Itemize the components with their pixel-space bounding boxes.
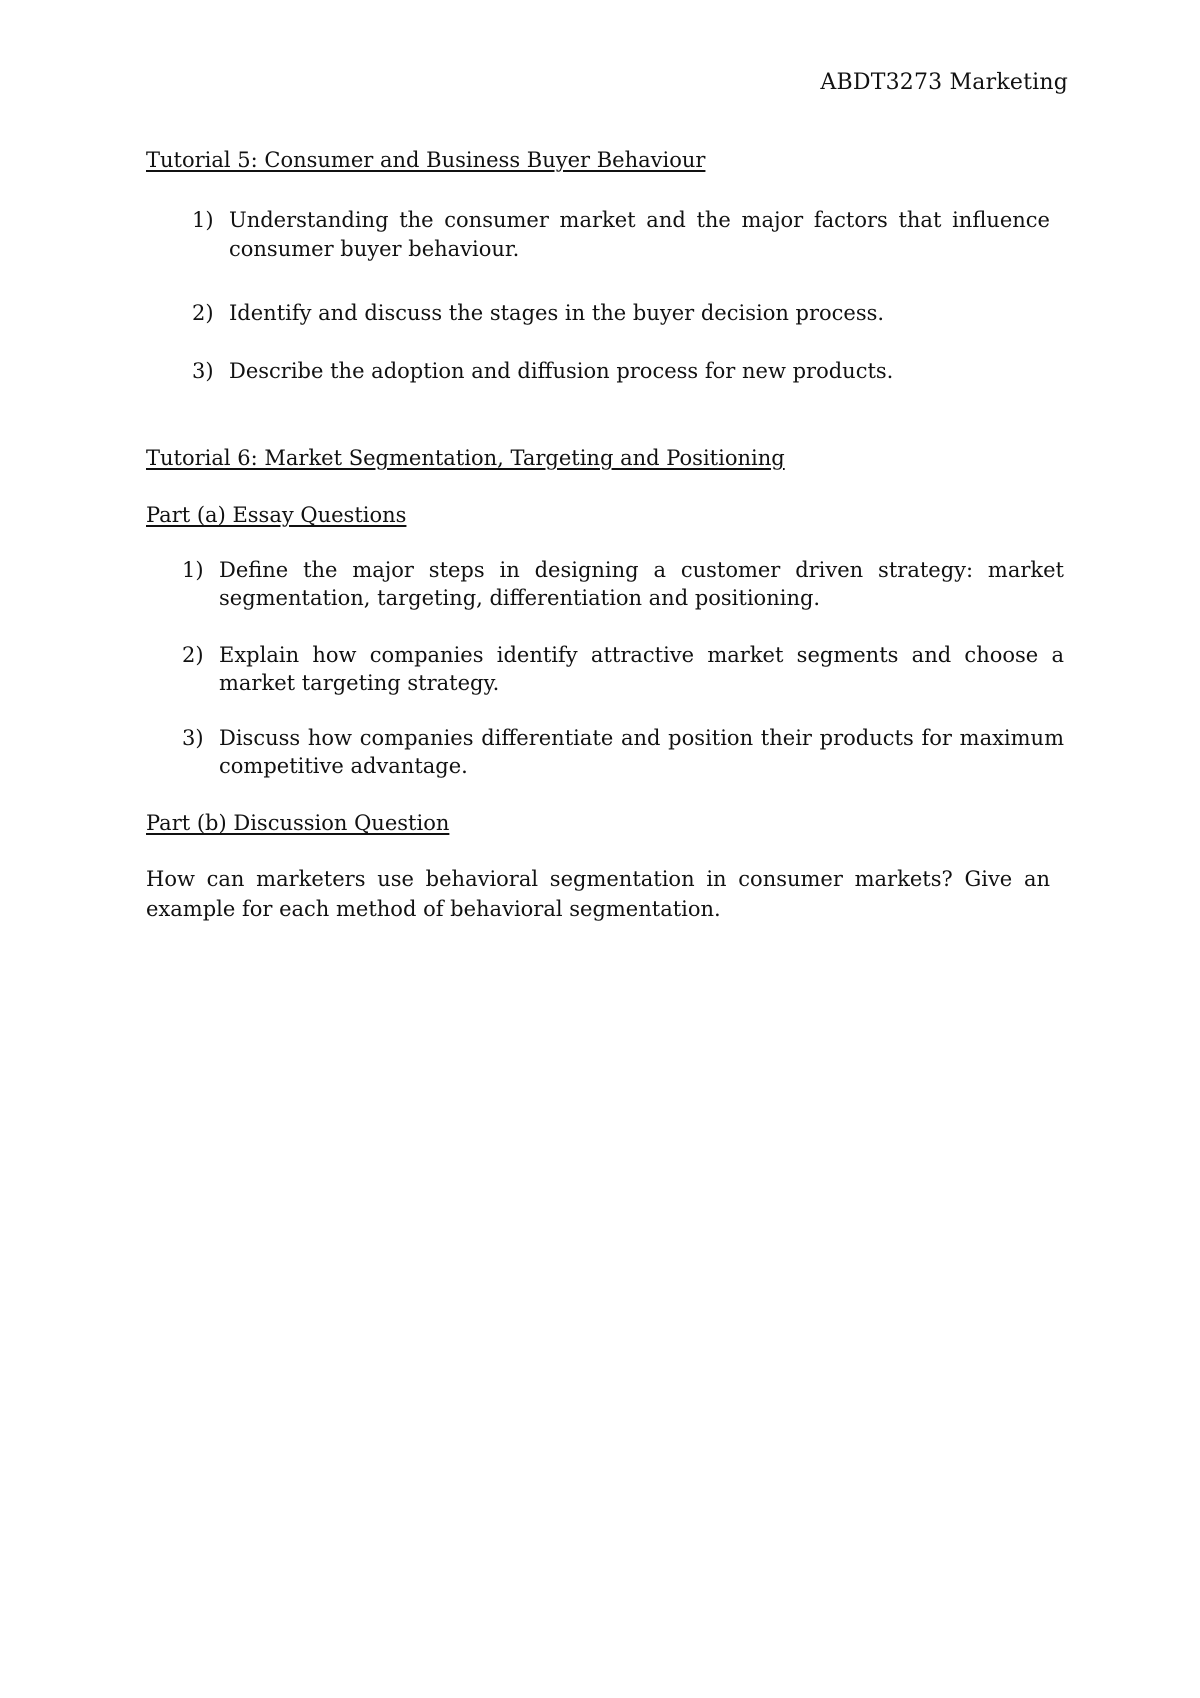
question-number: 1)	[192, 208, 214, 232]
tutorial5-title: Tutorial 5: Consumer and Business Buyer Behaviour	[146, 148, 706, 172]
question-text: Explain how companies identify attractive market segments and choose a market targeting strategy.	[219, 643, 1064, 695]
tutorial6-title: Tutorial 6: Market Segmentation, Targeting and Positioning	[146, 446, 785, 470]
question-text: Identify and discuss the stages in the buyer decision process.	[229, 301, 885, 325]
question-number: 2)	[192, 301, 214, 325]
question-text: Define the major steps in designing a customer driven strategy: market segmentation, targeting, differentiation and positioning.	[219, 558, 1064, 610]
question-number: 3)	[182, 726, 204, 750]
question-text: Discuss how companies differentiate and position their products for maximum competitive advantage.	[219, 726, 1064, 778]
part-a-title: Part (a) Essay Questions	[146, 503, 407, 527]
part-a-question-3	[182, 724, 1064, 780]
part-a-question-1	[182, 556, 1064, 612]
tutorial5-question-1	[192, 206, 1050, 264]
question-number: 1)	[182, 558, 204, 582]
question-number: 3)	[192, 359, 214, 383]
course-header: ABDT3273 Marketing	[820, 70, 1068, 95]
tutorial5-question-2	[192, 299, 1050, 328]
question-number: 2)	[182, 643, 204, 667]
part-b-title: Part (b) Discussion Question	[146, 811, 450, 835]
question-text: Describe the adoption and diffusion process for new products.	[229, 359, 894, 383]
part-b-question: How can marketers use behavioral segmentation in consumer markets? Give an example for each method of behavioral segmentation.	[146, 867, 1050, 921]
question-text: Understanding the consumer market and the major factors that influence consumer buyer behaviour.	[229, 208, 1050, 261]
part-a-question-2	[182, 641, 1064, 697]
tutorial5-question-3	[192, 357, 1050, 386]
